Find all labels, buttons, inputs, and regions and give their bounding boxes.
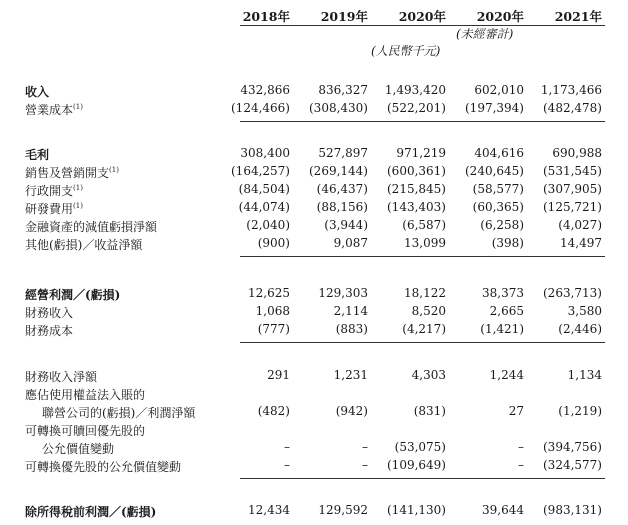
cell-2018: – bbox=[284, 458, 290, 472]
row-label: 可轉換優先股的公允價值變動 bbox=[25, 460, 182, 474]
cell-2020: 971,219 bbox=[396, 146, 446, 160]
cell-2019: (269,144) bbox=[309, 164, 368, 178]
unaudited-note: (未經審計) bbox=[456, 27, 514, 41]
table-row bbox=[0, 200, 628, 218]
cell-2020-h1: 2,665 bbox=[489, 304, 524, 318]
footnote-mark: (1) bbox=[109, 166, 119, 174]
footnote-mark: (1) bbox=[73, 184, 83, 192]
cell-2018: 291 bbox=[267, 368, 290, 382]
table-row bbox=[0, 286, 628, 304]
cell-2020: (522,201) bbox=[387, 101, 446, 115]
cell-2021: (983,131) bbox=[543, 503, 602, 517]
cell-2018: (44,074) bbox=[238, 200, 290, 214]
cell-2019: (3,944) bbox=[324, 218, 368, 232]
cell-2019: 836,327 bbox=[318, 83, 368, 97]
table-row bbox=[0, 458, 628, 476]
cell-2018: 308,400 bbox=[240, 146, 290, 160]
header-rule bbox=[240, 25, 605, 26]
cell-2021: (125,721) bbox=[543, 200, 602, 214]
cell-2020-h1: – bbox=[518, 440, 524, 454]
cell-2021: 1,134 bbox=[567, 368, 602, 382]
year-header-2021: 2021年 bbox=[554, 9, 602, 24]
row-label: 財務成本 bbox=[25, 324, 74, 338]
cell-2020-h1: (60,365) bbox=[472, 200, 524, 214]
cell-2021: 690,988 bbox=[552, 146, 602, 160]
cell-2020: (4,217) bbox=[402, 322, 446, 336]
cell-2019: (942) bbox=[335, 404, 368, 418]
cell-2020: (143,403) bbox=[387, 200, 446, 214]
cell-2020-h1: (240,645) bbox=[465, 164, 524, 178]
cell-2021: (394,756) bbox=[543, 440, 602, 454]
cell-2021: (2,446) bbox=[558, 322, 602, 336]
footnote-mark: (1) bbox=[73, 103, 83, 111]
cell-2019: (308,430) bbox=[309, 101, 368, 115]
table-row bbox=[0, 83, 628, 101]
cell-2021: (482,478) bbox=[543, 101, 602, 115]
subtotal-rule bbox=[240, 256, 605, 257]
row-label: 毛利 bbox=[25, 148, 50, 162]
table-row bbox=[0, 368, 628, 386]
cell-2019: (88,156) bbox=[316, 200, 368, 214]
table-row bbox=[0, 101, 628, 119]
table-row bbox=[0, 236, 628, 254]
cell-2020-h1: (58,577) bbox=[472, 182, 524, 196]
table-row bbox=[0, 386, 628, 404]
row-label: 銷售及營銷開支$^{(1)}$ bbox=[25, 166, 119, 180]
cell-2019: 1,231 bbox=[333, 368, 368, 382]
cell-2018: (900) bbox=[257, 236, 290, 250]
cell-2020-h1: 602,010 bbox=[474, 83, 524, 97]
table-row bbox=[0, 304, 628, 322]
cell-2020-h1: (197,394) bbox=[465, 101, 524, 115]
cell-2019: – bbox=[362, 440, 368, 454]
year-header-2020: 2020年 bbox=[398, 9, 446, 24]
year-header-2018: 2018年 bbox=[242, 9, 290, 24]
cell-2020: (141,130) bbox=[387, 503, 446, 517]
row-label: 研發費用$^{(1)}$ bbox=[25, 202, 83, 216]
table-row bbox=[0, 182, 628, 200]
cell-2020: 8,520 bbox=[411, 304, 446, 318]
cell-2020: 4,303 bbox=[411, 368, 446, 382]
cell-2020-h1: 39,644 bbox=[482, 503, 524, 517]
cell-2020-h1: 27 bbox=[508, 404, 524, 418]
cell-2019: 2,114 bbox=[333, 304, 368, 318]
row-label: 除所得稅前利潤／(虧損) bbox=[25, 505, 157, 519]
cell-2020: 18,122 bbox=[404, 286, 446, 300]
table-row bbox=[0, 503, 628, 521]
cell-2020-h1: (6,258) bbox=[480, 218, 524, 232]
cell-2021: 14,497 bbox=[560, 236, 602, 250]
cell-2019: 129,303 bbox=[318, 286, 368, 300]
cell-2020: 1,493,420 bbox=[384, 83, 446, 97]
year-header-2019: 2019年 bbox=[320, 9, 368, 24]
row-label: 聯營公司的(虧損)／利潤淨額 bbox=[42, 406, 196, 420]
footnote-mark: (1) bbox=[73, 202, 83, 210]
row-label: 營業成本$^{(1)}$ bbox=[25, 103, 83, 117]
cell-2018: (84,504) bbox=[238, 182, 290, 196]
cell-2018: (164,257) bbox=[231, 164, 290, 178]
row-label: 財務收入 bbox=[25, 306, 74, 320]
subtotal-rule bbox=[240, 342, 605, 343]
cell-2021: (4,027) bbox=[558, 218, 602, 232]
subtotal-rule bbox=[240, 478, 605, 479]
cell-2019: 527,897 bbox=[318, 146, 368, 160]
cell-2020-h1: (398) bbox=[491, 236, 524, 250]
cell-2018: – bbox=[284, 440, 290, 454]
cell-2019: (46,437) bbox=[316, 182, 368, 196]
row-label: 收入 bbox=[25, 85, 50, 99]
cell-2020: (53,075) bbox=[394, 440, 446, 454]
cell-2020-h1: 38,373 bbox=[482, 286, 524, 300]
cell-2019: (883) bbox=[335, 322, 368, 336]
table-row bbox=[0, 440, 628, 458]
table-row bbox=[0, 218, 628, 236]
cell-2019: 129,592 bbox=[318, 503, 368, 517]
cell-2020: 13,099 bbox=[404, 236, 446, 250]
row-label: 行政開支$^{(1)}$ bbox=[25, 184, 83, 198]
table-row bbox=[0, 164, 628, 182]
cell-2020-h1: – bbox=[518, 458, 524, 472]
cell-2019: – bbox=[362, 458, 368, 472]
cell-2021: (263,713) bbox=[543, 286, 602, 300]
row-label: 公允價值變動 bbox=[42, 442, 115, 456]
cell-2018: (2,040) bbox=[246, 218, 290, 232]
cell-2021: (531,545) bbox=[543, 164, 602, 178]
cell-2018: (482) bbox=[257, 404, 290, 418]
cell-2019: 9,087 bbox=[333, 236, 368, 250]
row-label: 金融資產的減值虧損淨額 bbox=[25, 220, 158, 234]
cell-2018: 12,625 bbox=[248, 286, 290, 300]
currency-unit: (人民幣千元) bbox=[371, 44, 441, 58]
row-label: 財務收入淨額 bbox=[25, 370, 98, 384]
cell-2020: (6,587) bbox=[402, 218, 446, 232]
cell-2020: (215,845) bbox=[387, 182, 446, 196]
cell-2021: (324,577) bbox=[543, 458, 602, 472]
cell-2020: (109,649) bbox=[387, 458, 446, 472]
cell-2020-h1: (1,421) bbox=[480, 322, 524, 336]
row-label: 其他(虧損)／收益淨額 bbox=[25, 238, 143, 252]
cell-2021: (307,905) bbox=[543, 182, 602, 196]
cell-2020-h1: 1,244 bbox=[489, 368, 524, 382]
cell-2020: (600,361) bbox=[387, 164, 446, 178]
row-label: 應佔使用權益法入賬的 bbox=[25, 388, 146, 402]
table-row bbox=[0, 146, 628, 164]
cell-2020: (831) bbox=[413, 404, 446, 418]
cell-2020-h1: 404,616 bbox=[474, 146, 524, 160]
table-row bbox=[0, 422, 628, 440]
table-row bbox=[0, 322, 628, 340]
cell-2018: (124,466) bbox=[231, 101, 290, 115]
cell-2021: (1,219) bbox=[558, 404, 602, 418]
subtotal-rule bbox=[240, 121, 605, 122]
row-label: 經營利潤／(虧損) bbox=[25, 288, 121, 302]
cell-2018: 1,068 bbox=[255, 304, 290, 318]
cell-2021: 3,580 bbox=[567, 304, 602, 318]
row-label: 可轉換可贖回優先股的 bbox=[25, 424, 146, 438]
cell-2018: 432,866 bbox=[240, 83, 290, 97]
cell-2018: 12,434 bbox=[248, 503, 290, 517]
cell-2021: 1,173,466 bbox=[540, 83, 602, 97]
table-row bbox=[0, 404, 628, 422]
cell-2018: (777) bbox=[257, 322, 290, 336]
year-header-2020-h1: 2020年 bbox=[476, 9, 524, 24]
